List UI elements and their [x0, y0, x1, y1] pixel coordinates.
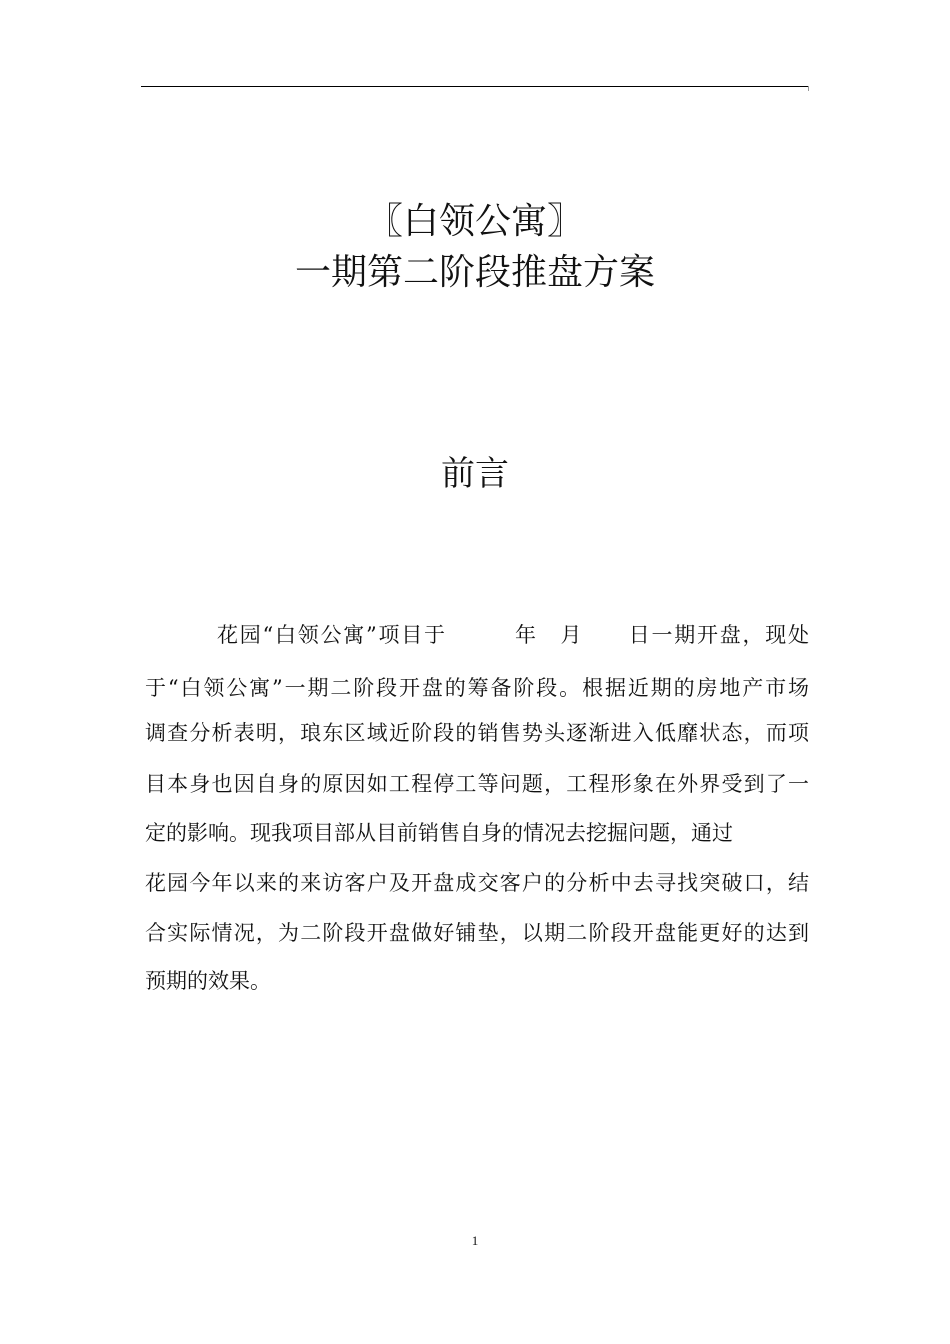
document-title-line-1: 〖白领公寓〗 — [366, 201, 583, 242]
paragraph-line: 预期的效果。 — [145, 969, 271, 993]
paragraph-line: 调查分析表明，琅东区域近阶段的销售势头逐渐进入低靡状态，而项 — [145, 721, 809, 745]
paragraph-line: 目本身也因自身的原因如工程停工等问题，工程形象在外界受到了一 — [145, 772, 809, 796]
paragraph-line: 于“白领公寓”一期二阶段开盘的筹备阶段。根据近期的房地产市场 — [145, 676, 809, 700]
document-title-line-2: 一期第二阶段推盘方案 — [294, 252, 655, 293]
paragraph-line: 合实际情况，为二阶段开盘做好铺垫，以期二阶段开盘能更好的达到 — [145, 921, 809, 945]
header-rule-end-mark — [808, 86, 809, 91]
paragraph-line: 花园“白领公寓”项目于 年 月 日一期开盘，现处 — [217, 623, 809, 647]
paragraph-line: 定的影响。现我项目部从目前销售自身的情况去挖掘问题，通过 — [145, 821, 733, 845]
page-number: 1 — [471, 1233, 479, 1248]
paragraph-line: 花园今年以来的来访客户及开盘成交客户的分析中去寻找突破口，结 — [145, 871, 809, 895]
section-heading: 前言 — [441, 454, 509, 494]
header-rule — [141, 86, 809, 87]
